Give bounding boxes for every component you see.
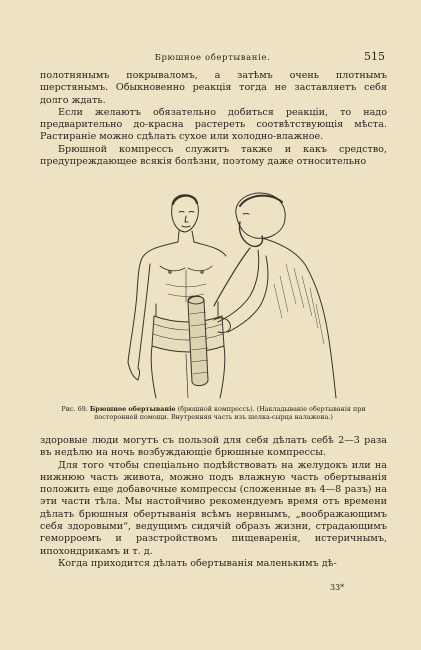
top-text-block <box>40 70 387 168</box>
page-header <box>40 50 385 66</box>
assistant-figure <box>214 193 336 398</box>
caption-lead: Рис. 69. <box>61 405 88 413</box>
paragraph: Для того чтобы спеціально подѣйствовать на желудокъ или на нижнюю часть живота, можно подъ влажную часть обертыванія положить еще добавочные компрессы (сложенные въ 4—8 разъ) на эти части тѣла. Мы настойчиво рекомендуемъ время отъ времени дѣлать брюшныя обертыванія всѣмъ нервнымъ, „воображающимъ себя здоровыми“, ведущимъ сидячій образъ жизни, страдающимъ геморроемъ и разстройствомъ пищеваренія, истеричнымъ, ипохондрикамъ и т. д. <box>40 459 387 557</box>
bottom-text-block <box>40 435 387 570</box>
abdominal-wrap-illustration <box>90 184 340 402</box>
paragraph: полотнянымъ покрываломъ, а затѣмъ очень плотнымъ шерстянымъ. Обыкновенно реакція тогда не заставляетъ себя долго ждать. <box>40 70 387 106</box>
paragraph: Брюшной компрессъ служитъ также и какъ средство, предупреждающее всякія болѣзни, поэтому даже относительно <box>40 143 387 168</box>
running-title: Брюшное обертываніе. <box>154 53 271 63</box>
figure-caption <box>40 405 387 421</box>
bandage-roll <box>188 296 208 386</box>
paragraph: здоровые люди могутъ съ пользой для себя дѣлать себѣ 2—3 раза въ недѣлю на ночь возбуждающіе брюшные компрессы. <box>40 435 387 459</box>
patient-figure <box>128 195 226 398</box>
paragraph: Когда приходится дѣлать обертыванія маленькимъ дѣ- <box>58 557 337 569</box>
caption-rest: (брюшной компрессъ). (Накладываніе обертыванія при посторонней помощи. Внутренняя часть изъ шелка-сырца налажена.) <box>94 405 366 422</box>
paragraph: Если желаютъ обязательно добиться реакціи, то надо предварительно до-красна растереть соотвѣтствующія мѣста. Растираніе можно сдѣлать сухое или холодно-влажное. <box>40 106 387 143</box>
signature-mark: 33* <box>330 583 345 592</box>
caption-title: Брюшное обертываніе <box>89 405 176 413</box>
page-number: 515 <box>364 50 385 63</box>
